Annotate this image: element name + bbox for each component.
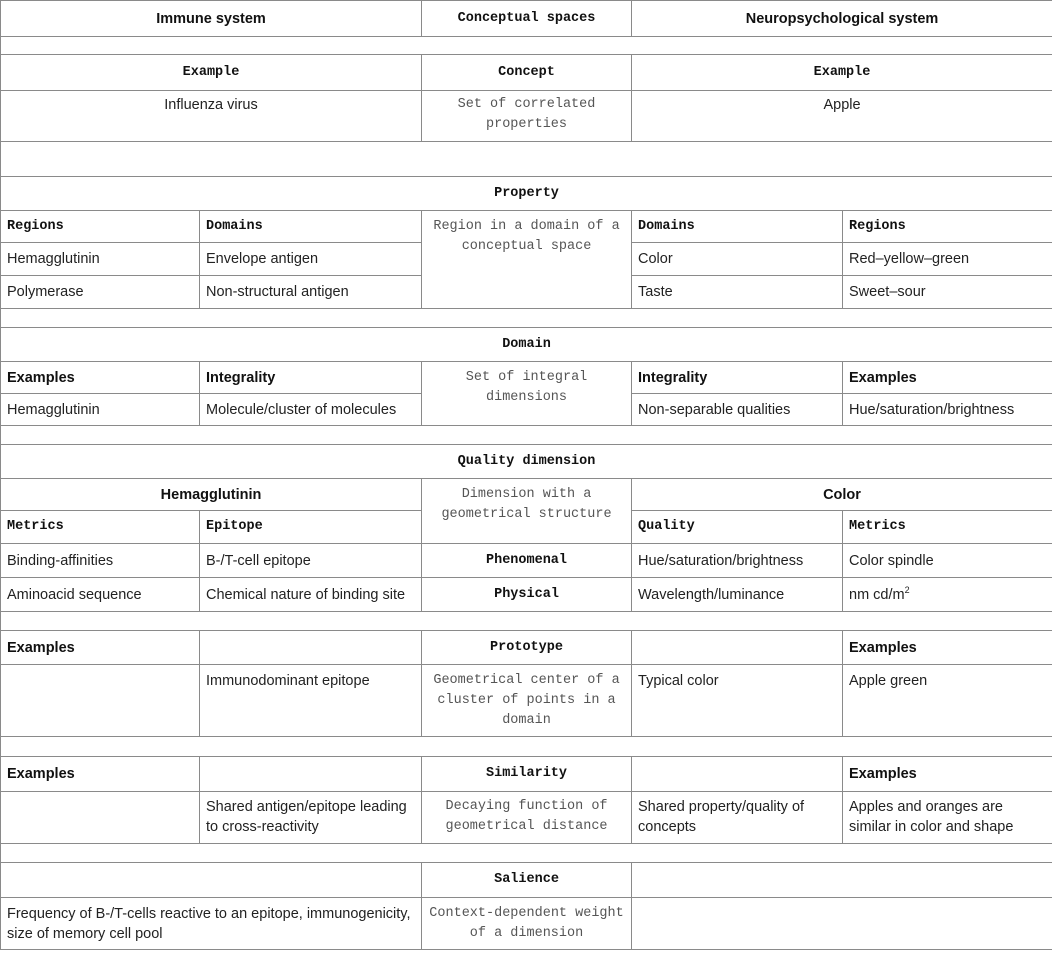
similarity-definition: Decaying function of geometrical distance [422, 792, 632, 844]
salience-title: Salience [422, 863, 632, 898]
quality-unit-sup: 2 [904, 584, 910, 595]
quality-row-2 [1, 578, 1052, 612]
property-title: Property [1, 177, 1052, 211]
prototype-definition: Geometrical center of a cluster of points in a domain [422, 665, 632, 737]
spacer-row [1, 37, 1052, 55]
salience-head-row [1, 863, 1052, 898]
concept-right-head: Example [632, 55, 1052, 91]
property-h1: Regions [1, 211, 200, 243]
empty-cell [1, 863, 422, 898]
spacer-row [1, 142, 1052, 177]
quality-unit-cell [843, 578, 1052, 612]
quality-h2: Epitope [200, 511, 422, 544]
empty-cell [632, 863, 1052, 898]
domain-cell: Hue/saturation/brightness [843, 394, 1052, 426]
similarity-h5: Examples [843, 757, 1052, 792]
property-title-row [1, 177, 1052, 211]
empty-cell [200, 757, 422, 792]
similarity-head-row [1, 757, 1052, 792]
quality-cell: Chemical nature of binding site [200, 578, 422, 612]
empty-cell [1, 665, 200, 737]
quality-phenomenal-label: Phenomenal [422, 544, 632, 578]
prototype-immune-value: Immunodominant epitope [200, 665, 422, 737]
spacer-row [1, 309, 1052, 328]
prototype-title: Prototype [422, 631, 632, 665]
property-cell: Envelope antigen [200, 243, 422, 276]
concept-value-row [1, 91, 1052, 142]
domain-h1: Examples [1, 362, 200, 394]
domain-definition: Set of integral dimensions [422, 362, 632, 426]
conceptual-spaces-header: Conceptual spaces [422, 1, 632, 37]
quality-h1: Metrics [1, 511, 200, 544]
prototype-example: Apple green [843, 665, 1052, 737]
quality-h4: Quality [632, 511, 843, 544]
prototype-value-row [1, 665, 1052, 737]
concept-right-value: Apple [632, 91, 1052, 142]
property-cell: Non-structural antigen [200, 276, 422, 309]
domain-cell: Hemagglutinin [1, 394, 200, 426]
salience-value-row [1, 898, 1052, 950]
empty-cell [632, 898, 1052, 950]
domain-h5: Examples [843, 362, 1052, 394]
domain-h2: Integrality [200, 362, 422, 394]
spacer-row [1, 426, 1052, 445]
neuro-system-header: Neuropsychological system [632, 1, 1052, 37]
similarity-h1: Examples [1, 757, 200, 792]
immune-system-header: Immune system [1, 1, 422, 37]
spacer-row [1, 612, 1052, 631]
quality-title: Quality dimension [1, 445, 1052, 479]
similarity-value-row [1, 792, 1052, 844]
quality-h5: Metrics [843, 511, 1052, 544]
domain-head-row [1, 362, 1052, 394]
concept-mid-value: Set of correlated properties [422, 91, 632, 142]
quality-cell: Aminoacid sequence [1, 578, 200, 612]
quality-definition: Dimension with a geometrical structure [422, 479, 632, 544]
spacer-row [1, 844, 1052, 863]
domain-title: Domain [1, 328, 1052, 362]
spacer-row [1, 737, 1052, 757]
domain-title-row [1, 328, 1052, 362]
concept-left-value: Influenza virus [1, 91, 422, 142]
empty-cell [632, 757, 843, 792]
property-h4: Domains [632, 211, 843, 243]
domain-h4: Integrality [632, 362, 843, 394]
quality-cell: Binding-affinities [1, 544, 200, 578]
quality-row-1 [1, 544, 1052, 578]
quality-physical-label: Physical [422, 578, 632, 612]
property-cell: Sweet–sour [843, 276, 1052, 309]
empty-cell [1, 792, 200, 844]
similarity-neuro-value: Shared property/quality of concepts [632, 792, 843, 844]
header-row [1, 1, 1052, 37]
property-cell: Red–yellow–green [843, 243, 1052, 276]
empty-cell [632, 631, 843, 665]
property-head-row [1, 211, 1052, 243]
salience-immune-value: Frequency of B-/T-cells reactive to an epitope, immunogenicity, size of memory cell pool [1, 898, 422, 950]
quality-cell: Wavelength/luminance [632, 578, 843, 612]
quality-cell: B-/T-cell epitope [200, 544, 422, 578]
similarity-title: Similarity [422, 757, 632, 792]
quality-title-row [1, 445, 1052, 479]
property-cell: Hemagglutinin [1, 243, 200, 276]
property-h5: Regions [843, 211, 1052, 243]
property-definition: Region in a domain of a conceptual space [422, 211, 632, 309]
concept-left-head: Example [1, 55, 422, 91]
similarity-immune-value: Shared antigen/epitope leading to cross-reactivity [200, 792, 422, 844]
prototype-h1: Examples [1, 631, 200, 665]
prototype-neuro-value: Typical color [632, 665, 843, 737]
property-cell: Taste [632, 276, 843, 309]
quality-cell: Color spindle [843, 544, 1052, 578]
quality-right-group: Color [632, 479, 1052, 511]
quality-unit: nm cd/m [849, 586, 905, 603]
property-h2: Domains [200, 211, 422, 243]
quality-left-group: Hemagglutinin [1, 479, 422, 511]
quality-cell: Hue/saturation/brightness [632, 544, 843, 578]
concept-head-row [1, 55, 1052, 91]
property-cell: Polymerase [1, 276, 200, 309]
similarity-example: Apples and oranges are similar in color and shape [843, 792, 1052, 844]
domain-cell: Non-separable qualities [632, 394, 843, 426]
salience-definition: Context-dependent weight of a dimension [422, 898, 632, 950]
domain-cell: Molecule/cluster of molecules [200, 394, 422, 426]
concept-mid-head: Concept [422, 55, 632, 91]
prototype-h5: Examples [843, 631, 1052, 665]
quality-group-row [1, 479, 1052, 511]
property-cell: Color [632, 243, 843, 276]
prototype-head-row [1, 631, 1052, 665]
empty-cell [200, 631, 422, 665]
